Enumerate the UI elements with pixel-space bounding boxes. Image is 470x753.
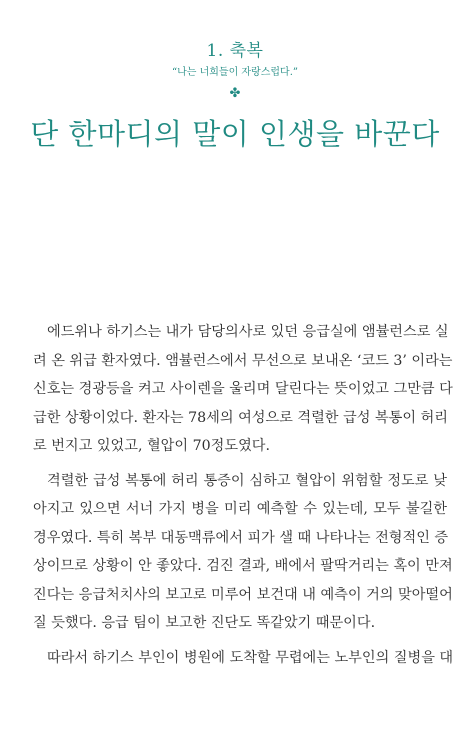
- body-line: 로 번지고 있었고, 혈압이 70정도였다.: [33, 438, 270, 454]
- body-text: [33, 318, 454, 672]
- body-line: 아지고 있으면 서너 가지 병을 미리 예측할 수 있는데, 모두 불길한: [33, 501, 447, 517]
- body-line: 려 온 위급 환자였다. 앰뷸런스에서 무선으로 보내온 ‘코드 3’ 이라는: [33, 352, 453, 369]
- body-line: 경우였다. 특히 복부 대동맥류에서 피가 샐 때 나타나는 전형적인 증: [33, 529, 449, 546]
- body-line: 따라서 하기스 부인이 병원에 도착할 무렵에는 노부인의 질병을 대: [47, 649, 454, 666]
- body-line: 급한 상황이었다. 환자는 78세의 여성으로 격렬한 급성 복통이 허리: [33, 409, 448, 426]
- body-line: 에드위나 하기스는 내가 담당의사로 있던 응급실에 앰뷸런스로 실: [47, 324, 449, 340]
- headline: 단 한마디의 말이 인생을 바꾼다: [30, 117, 440, 151]
- chapter-subtitle: “나는 너희들이 자랑스럽다.”: [171, 67, 299, 78]
- body-line: 진다는 응급처치사의 보고로 미루어 보건대 내 예측이 거의 맞아떨어: [33, 586, 453, 603]
- body-line: 격렬한 급성 복통에 허리 통증이 심하고 혈압이 위험할 정도로 낮: [47, 472, 447, 489]
- body-line: 상이므로 상황이 안 좋았다. 검진 결과, 배에서 팔딱거리는 혹이 만져: [33, 558, 453, 574]
- chapter-number-title: 1. 축복: [206, 41, 264, 61]
- body-line: 신호는 경광등을 켜고 사이렌을 울리며 달린다는 뜻이었고 그만큼 다: [33, 381, 453, 397]
- body-line: 질 듯했다. 응급 팀이 보고한 진단도 똑같았기 때문이다.: [33, 615, 376, 631]
- ornament-icon: ✤: [229, 86, 241, 101]
